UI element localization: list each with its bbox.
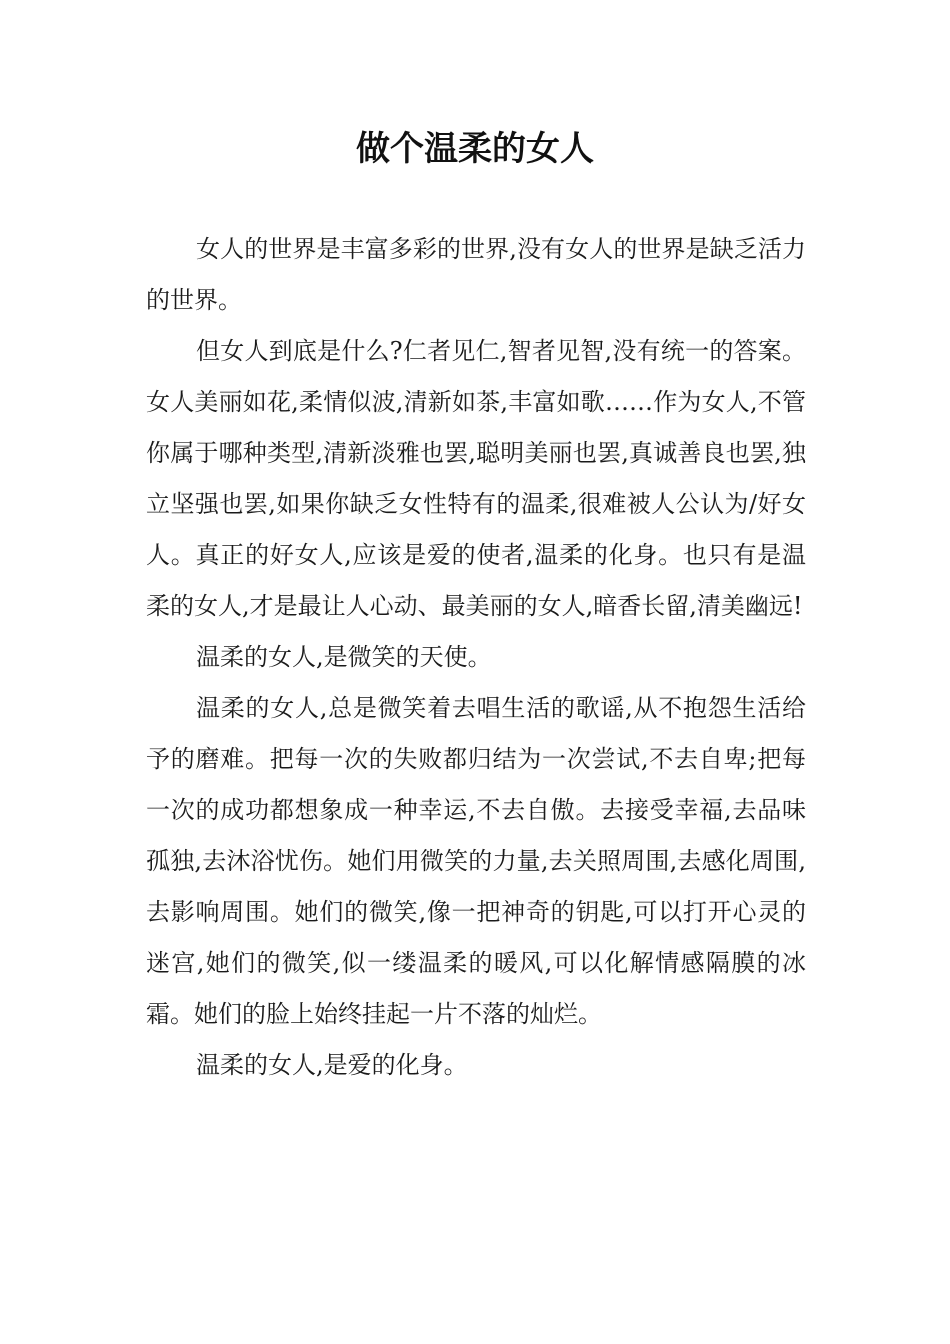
paragraph: 温柔的女人,总是微笑着去唱生活的歌谣,从不抱怨生活给予的磨难。把每一次的失败都归结为一次尝试,不去自卑;把每一次的成功都想象成一种幸运,不去自傲。去接受幸福,去品味孤独,去沐浴忧伤。她们用微笑的力量,去关照周围,去感化周围,去影响周围。她们的微笑,像一把神奇的钥匙,可以打开心灵的迷宫,她们的微笑,似一缕温柔的暖风,可以化解情感隔膜的冰霜。她们的脸上始终挂起一片不落的灿烂。	[146, 694, 806, 1028]
document-title: 做个温柔的女人	[356, 129, 594, 169]
paragraph: 温柔的女人,是爱的化身。	[196, 1051, 468, 1079]
paragraph: 但女人到底是什么?仁者见仁,智者见智,没有统一的答案。女人美丽如花,柔情似波,清新如茶,丰富如歌……作为女人,不管你属于哪种类型,清新淡雅也罢,聪明美丽也罢,真诚善良也罢,独立坚强也罢,如果你缺乏女性特有的温柔,很难被人公认为/好女人。真正的好女人,应该是爱的使者,温柔的化身。也只有是温柔的女人,才是最让人心动、最美丽的女人,暗香长留,清美幽远!	[146, 337, 806, 620]
paragraph: 温柔的女人,是微笑的天使。	[196, 643, 492, 671]
document-body	[146, 224, 806, 1091]
paragraph: 女人的世界是丰富多彩的世界,没有女人的世界是缺乏活力的世界。	[146, 235, 806, 314]
